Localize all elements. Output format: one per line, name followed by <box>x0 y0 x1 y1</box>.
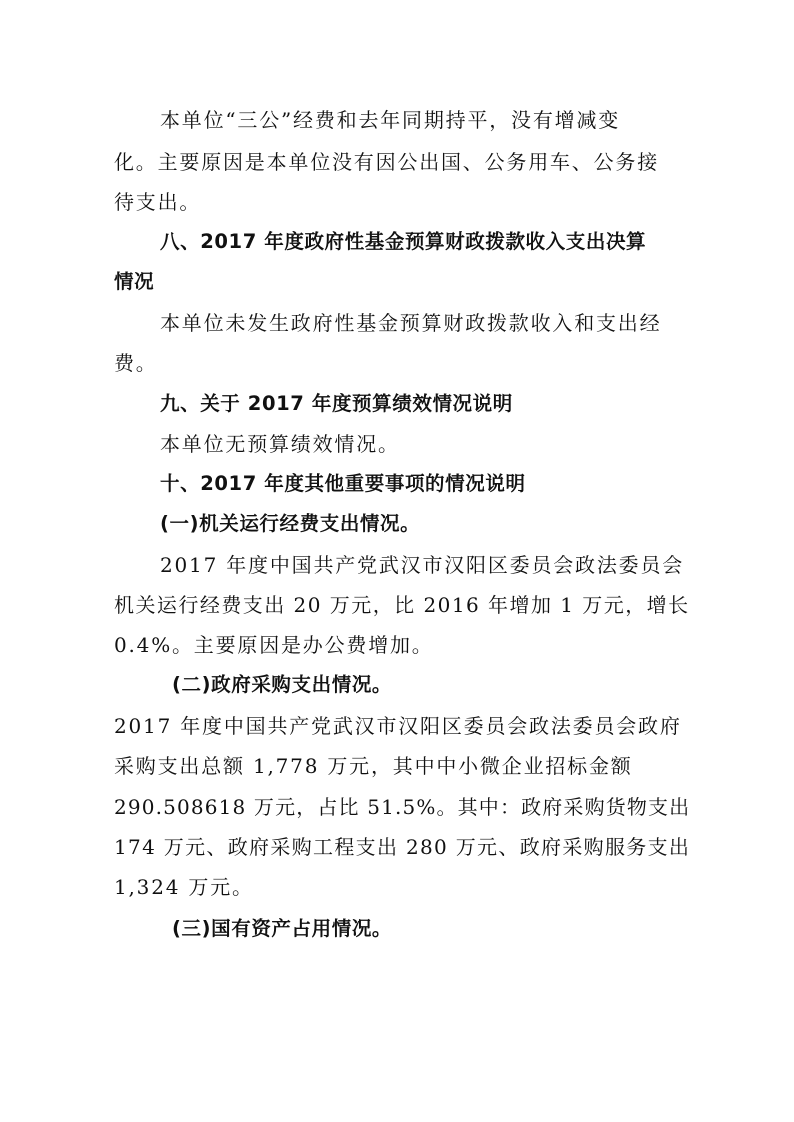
paragraph-line: 待支出。 <box>114 190 202 214</box>
paragraph-line: 机关运行经费支出 20 万元，比 2016 年增加 1 万元，增长 <box>114 593 690 617</box>
paragraph-line: 290.508618 万元，占比 51.5%。其中：政府采购货物支出 <box>114 795 691 819</box>
subsection-heading-3: (三)国有资产占用情况。 <box>172 917 393 940</box>
section-heading-8-cont: 情况 <box>114 270 155 293</box>
paragraph-line: 本单位“三公”经费和去年同期持平，没有增减变 <box>160 108 621 132</box>
paragraph-line: 化。主要原因是本单位没有因公出国、公务用车、公务接 <box>114 150 659 174</box>
section-heading-8: 八、2017 年度政府性基金预算财政拨款收入支出决算 <box>160 230 647 253</box>
section-heading-9: 九、关于 2017 年度预算绩效情况说明 <box>160 392 513 415</box>
paragraph-line: 本单位无预算绩效情况。 <box>160 432 400 456</box>
paragraph-line: 0.4%。主要原因是办公费增加。 <box>114 633 434 657</box>
paragraph-line: 本单位未发生政府性基金预算财政拨款收入和支出经 <box>160 311 662 335</box>
paragraph-line: 费。 <box>114 351 158 375</box>
subsection-heading-1: (一)机关运行经费支出情况。 <box>160 512 421 535</box>
subsection-heading-2: (二)政府采购支出情况。 <box>172 673 393 696</box>
paragraph-line: 174 万元、政府采购工程支出 280 万元、政府采购服务支出 <box>114 835 691 859</box>
paragraph-line: 2017 年度中国共产党武汉市汉阳区委员会政法委员会政府 <box>114 714 682 738</box>
section-heading-10: 十、2017 年度其他重要事项的情况说明 <box>160 472 526 495</box>
paragraph-line: 1,324 万元。 <box>114 875 254 899</box>
paragraph-line: 采购支出总额 1,778 万元，其中中小微企业招标金额 <box>114 754 633 778</box>
paragraph-line: 2017 年度中国共产党武汉市汉阳区委员会政法委员会 <box>160 553 685 577</box>
